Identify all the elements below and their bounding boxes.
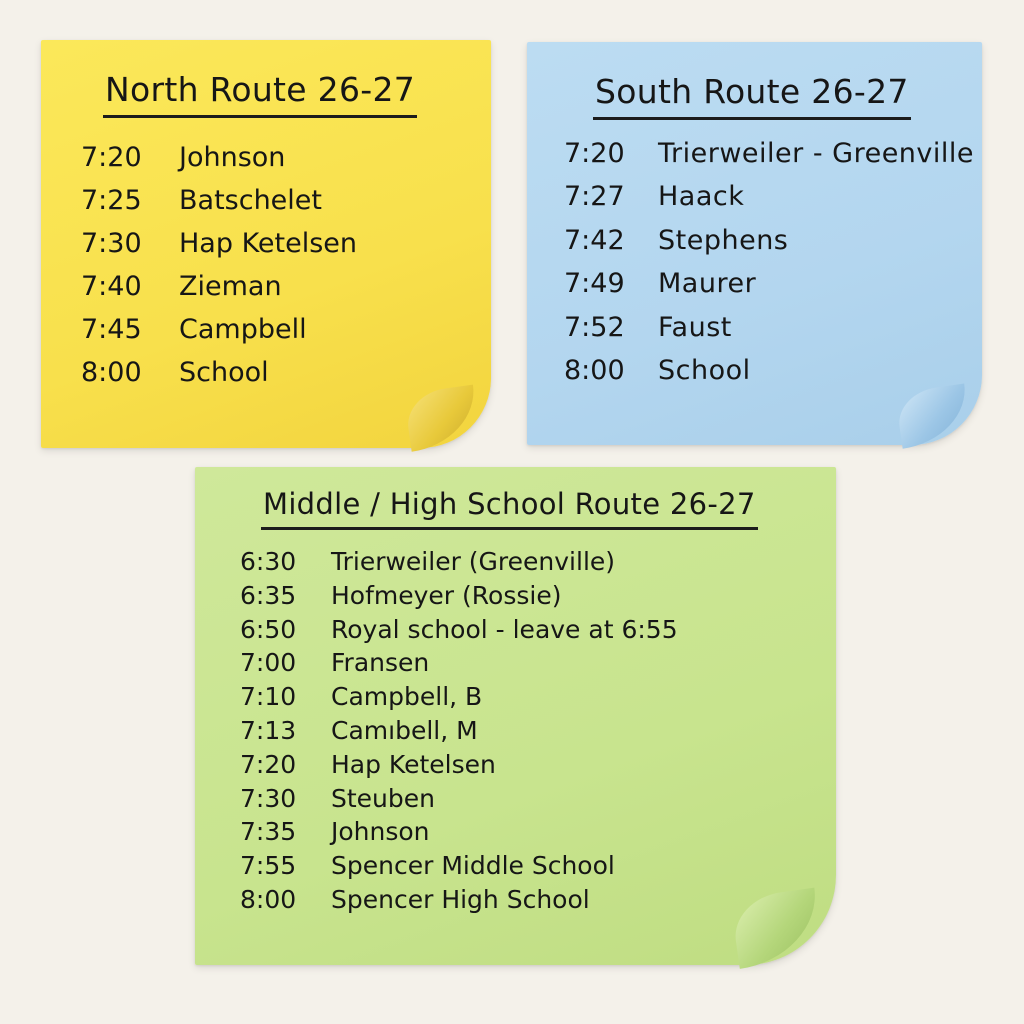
stop-name: Hofmeyer (Rossie) xyxy=(331,580,562,610)
list-item xyxy=(240,613,678,647)
stop-name: School xyxy=(658,354,751,386)
page-curl xyxy=(730,888,824,969)
stop-list xyxy=(564,132,974,392)
stop-name: Batschelet xyxy=(179,185,322,216)
stop-time: 7:45 xyxy=(81,314,142,345)
list-item xyxy=(564,349,974,392)
stop-name: Maurer xyxy=(658,268,757,300)
sticky-note-north-route xyxy=(41,40,491,448)
stop-time: 7:25 xyxy=(81,185,142,216)
page-curl xyxy=(404,385,481,452)
stop-name: Spencer Middle School xyxy=(331,851,615,881)
stop-name: School xyxy=(179,357,269,388)
list-item xyxy=(240,680,678,714)
stop-name: Trierweiler - Greenville xyxy=(658,138,975,169)
stop-name: Campbell xyxy=(179,314,307,345)
stop-name: Haack xyxy=(658,181,745,213)
list-item xyxy=(81,136,357,179)
list-item xyxy=(240,815,678,849)
list-item xyxy=(240,748,678,782)
list-item xyxy=(564,219,974,262)
stop-list xyxy=(240,545,678,917)
list-item xyxy=(564,306,974,349)
stop-name: Faust xyxy=(658,311,732,343)
stop-time: 6:30 xyxy=(240,547,297,576)
list-item xyxy=(81,222,357,265)
stop-time: 7:13 xyxy=(240,715,297,745)
stop-time: 7:20 xyxy=(81,142,142,173)
stop-time: 6:35 xyxy=(240,580,297,610)
list-item xyxy=(240,782,678,816)
stop-time: 7:27 xyxy=(564,181,625,213)
note-title: Middle / High School Route 26-27 xyxy=(261,487,758,530)
stop-name: Trierweiler (Greenville) xyxy=(331,547,616,576)
stop-list xyxy=(81,136,357,394)
note-title: North Route 26-27 xyxy=(103,70,417,118)
stop-time: 7:49 xyxy=(564,268,625,300)
list-item xyxy=(564,132,974,175)
list-item xyxy=(81,179,357,222)
sticky-note-middle-high-school-route xyxy=(195,467,836,965)
stop-time: 7:20 xyxy=(240,749,297,779)
list-item xyxy=(240,545,678,579)
stop-name: Steuben xyxy=(331,783,435,813)
stop-time: 7:35 xyxy=(240,817,297,847)
stop-time: 8:00 xyxy=(81,357,142,388)
stop-time: 7:10 xyxy=(240,682,297,712)
stop-time: 7:20 xyxy=(564,138,625,169)
list-item xyxy=(81,308,357,351)
list-item xyxy=(81,265,357,308)
sticky-note-south-route xyxy=(527,42,982,445)
stop-name: Zieman xyxy=(179,271,282,302)
stop-name: Fransen xyxy=(331,648,430,678)
stop-name: Spencer High School xyxy=(331,884,590,914)
stop-name: Johnson xyxy=(331,817,430,847)
stop-time: 8:00 xyxy=(240,884,297,914)
stop-name: Stephens xyxy=(658,224,789,256)
list-item xyxy=(564,262,974,305)
list-item xyxy=(81,351,357,394)
stop-name: Johnson xyxy=(179,142,286,173)
list-item xyxy=(240,883,678,917)
stop-time: 6:50 xyxy=(240,614,297,644)
stop-time: 7:00 xyxy=(240,648,297,678)
stop-time: 7:30 xyxy=(81,228,142,259)
stop-name: Royal school - leave at 6:55 xyxy=(331,614,678,644)
list-item xyxy=(240,849,678,883)
stop-time: 7:30 xyxy=(240,783,297,813)
stop-time: 7:40 xyxy=(81,271,142,302)
list-item xyxy=(240,714,678,748)
stop-name: Hap Ketelsen xyxy=(331,749,496,779)
stop-time: 8:00 xyxy=(564,354,625,386)
list-item xyxy=(240,579,678,613)
stop-name: Campbell, B xyxy=(331,682,483,712)
stop-time: 7:42 xyxy=(564,224,625,256)
stop-time: 7:52 xyxy=(564,311,625,343)
stop-name: Hap Ketelsen xyxy=(179,228,358,259)
list-item xyxy=(240,646,678,680)
stop-time: 7:55 xyxy=(240,851,297,881)
page-curl xyxy=(895,384,972,449)
stop-name: Camıbell, M xyxy=(331,715,478,745)
note-title: South Route 26-27 xyxy=(593,72,911,120)
list-item xyxy=(564,175,974,218)
